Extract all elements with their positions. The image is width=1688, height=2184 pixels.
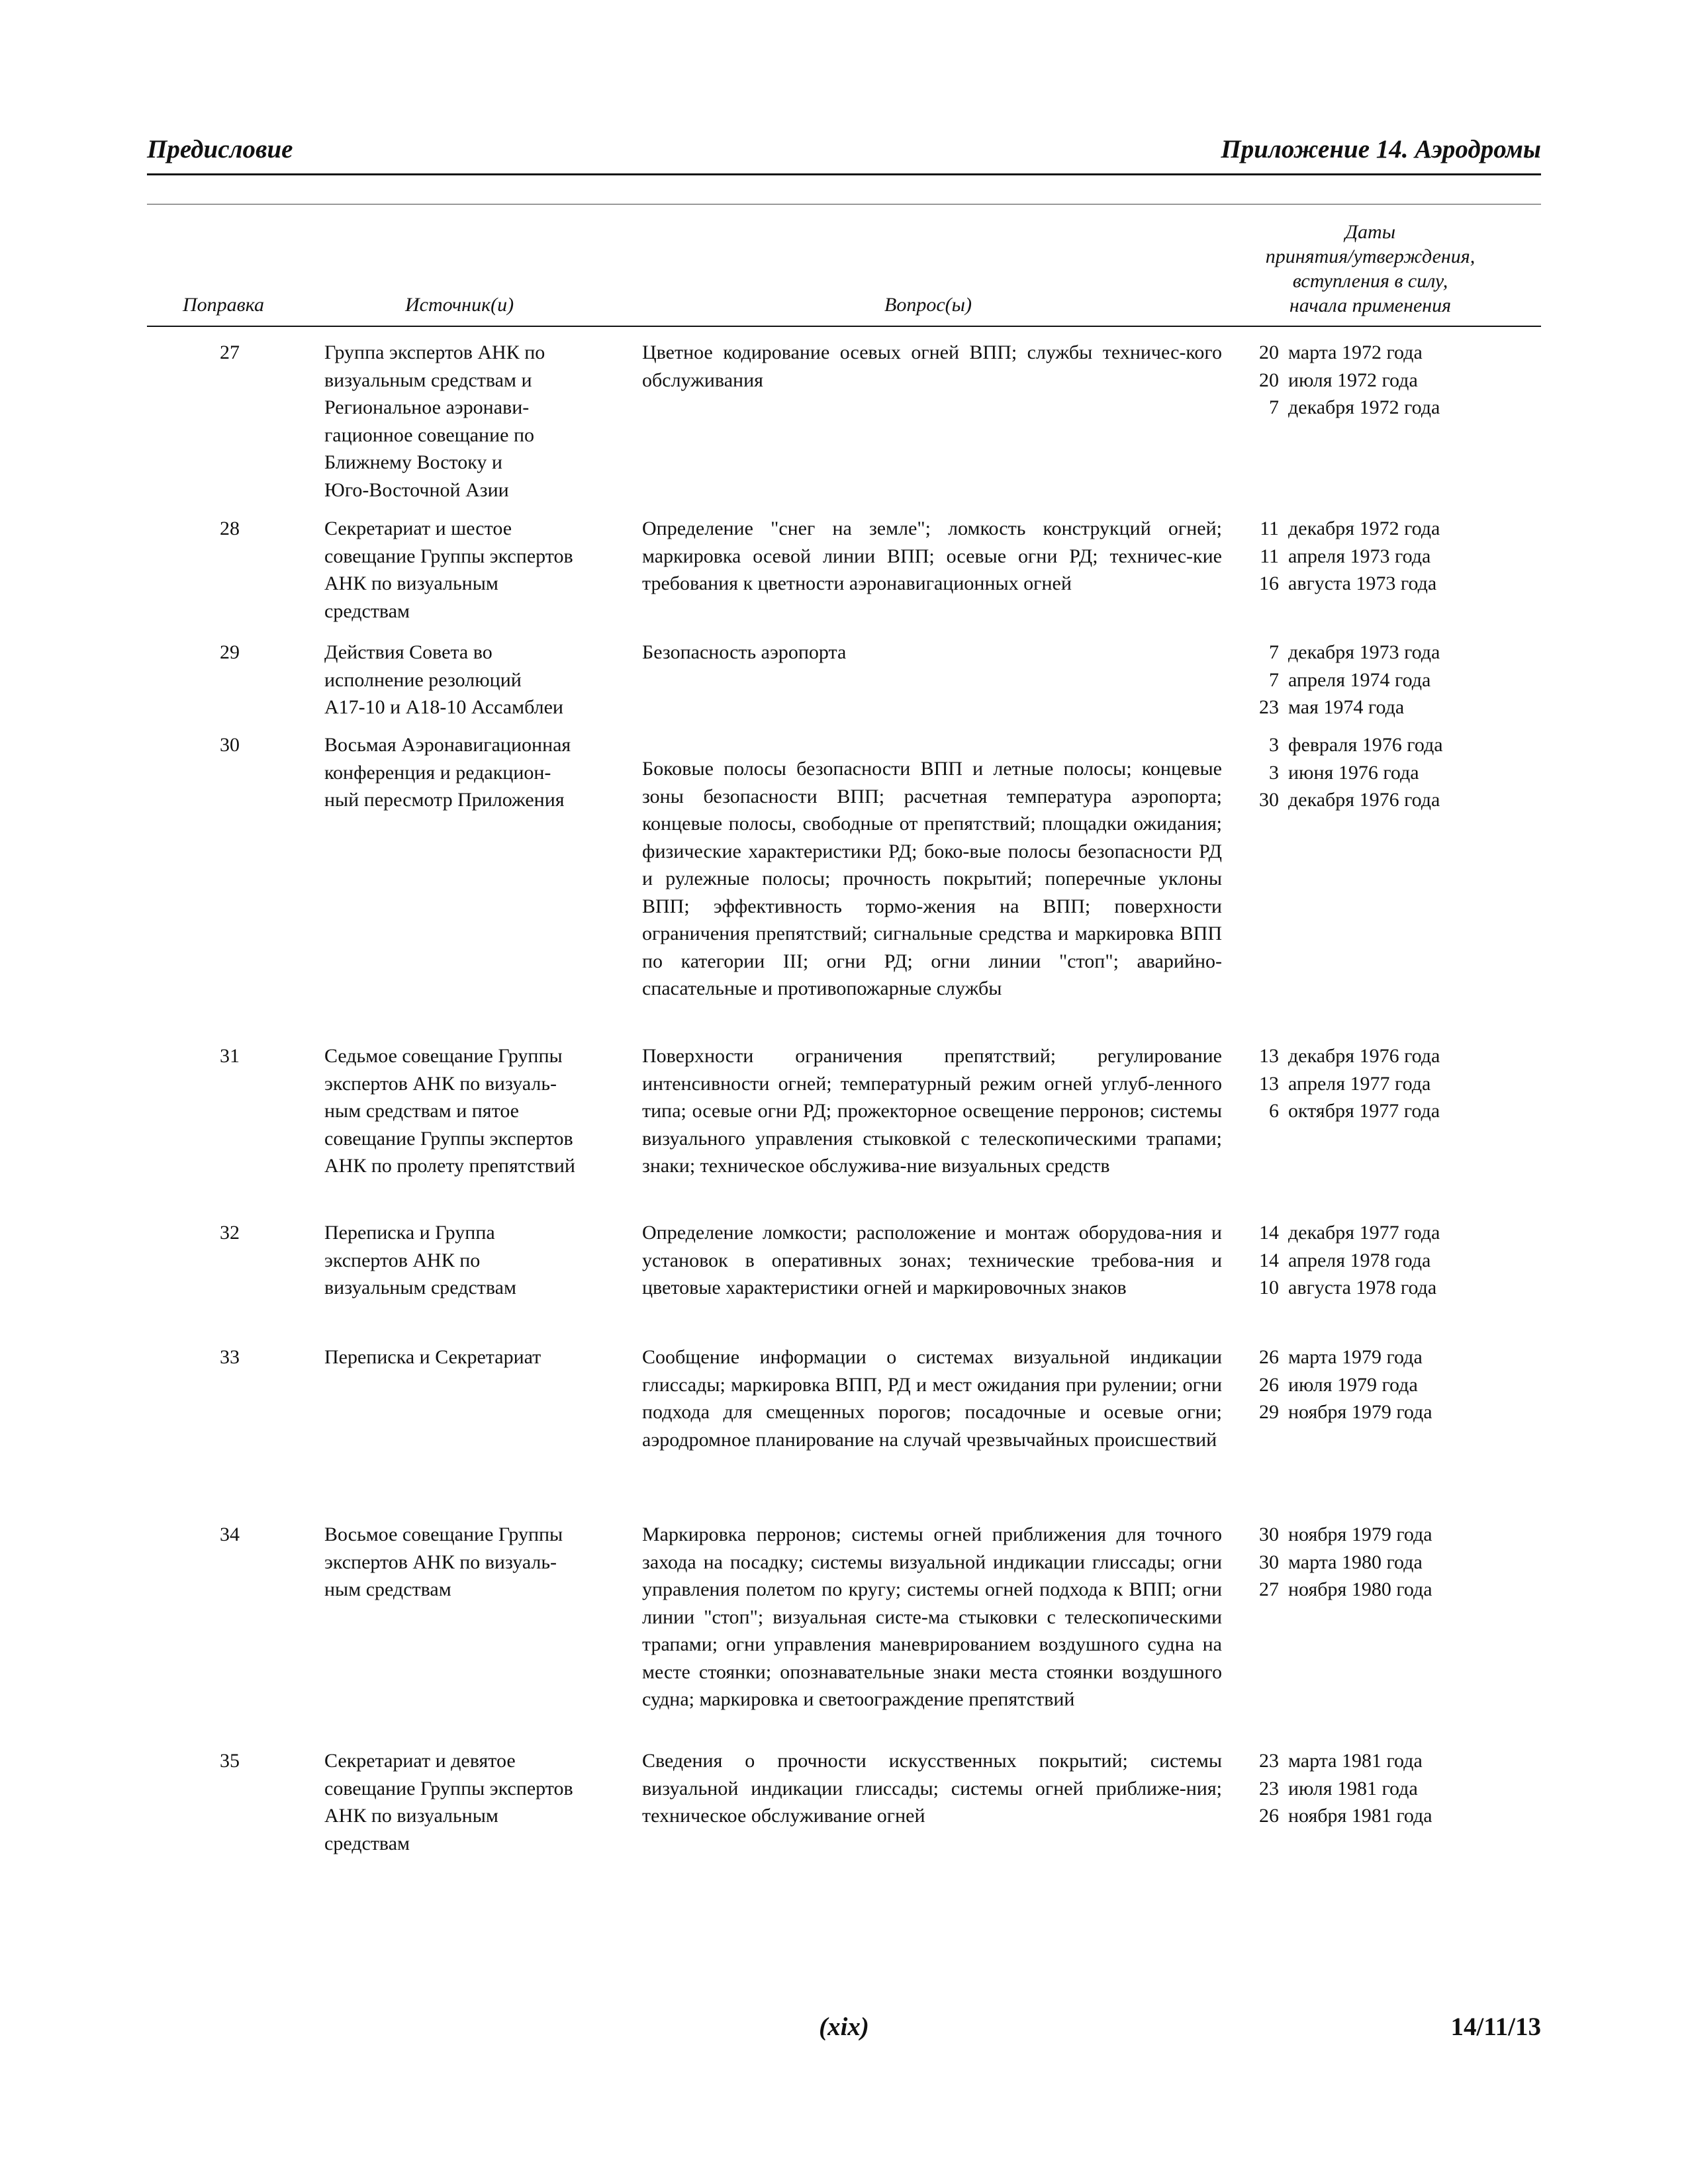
subject-cell: Определение ломкости; расположение и монтаж оборудова-ния и установок в оперативных зонах; технические требова-ния и цветовые характеристики огней и маркировочных знаков bbox=[642, 1222, 1222, 1298]
amendment-number: 34 bbox=[220, 1524, 240, 1545]
dates-cell bbox=[1238, 1521, 1536, 1604]
source-line: Действия Совета во bbox=[324, 641, 492, 663]
date-month-year: февраля 1976 года bbox=[1288, 734, 1443, 756]
source-cell bbox=[324, 1747, 616, 1857]
date-line bbox=[1238, 1274, 1536, 1302]
source-cell bbox=[324, 515, 616, 625]
date-day: 11 bbox=[1260, 518, 1279, 539]
source-cell bbox=[324, 1343, 616, 1371]
subject-cell: Безопасность аэропорта bbox=[642, 641, 847, 663]
source-line: Секретариат и девятое bbox=[324, 1750, 516, 1772]
column-header-dates bbox=[1231, 220, 1509, 318]
date-line bbox=[1238, 1247, 1536, 1275]
date-month-year: марта 1980 года bbox=[1288, 1551, 1423, 1573]
source-cell bbox=[324, 1521, 616, 1604]
source-line: совещание Группы экспертов bbox=[324, 1127, 573, 1150]
dates-header-line: начала применения bbox=[1289, 295, 1452, 316]
subject-cell: Сведения о прочности искусственных покрытий; системы визуальной индикации глиссады; системы огней приближе-ния; техническое обслуживание огней bbox=[642, 1750, 1222, 1827]
header-section-title: Предисловие bbox=[147, 135, 293, 163]
date-month-year: июля 1979 года bbox=[1288, 1373, 1418, 1396]
subject-cell: Маркировка перронов; системы огней приближения для точного захода на посадку; системы визуальной индикации глиссады; огни управления полетом по кругу; системы огней подхода к ВПП; огни линии "стоп"; визуальная систе-ма стыковки с телескопическими трапами; огни управления маневрированием воздушного судна на месте стоянки; опознавательные знаки места стоянки воздушного судна; маркировка и светоограждение препятствий bbox=[642, 1524, 1222, 1710]
subject-cell: Поверхности ограничения препятствий; регулирование интенсивности огней; температурный режим огней углуб-ленного типа; осевые огни РД; прожекторное освещение перронов; системы визуального управления стыковкой с телескопическими трапами; знаки; техническое обслужива-ние визуальных средств bbox=[642, 1045, 1222, 1177]
date-day: 3 bbox=[1269, 734, 1279, 756]
date-day: 7 bbox=[1269, 668, 1279, 691]
subject-cell: Определение "снег на земле"; ломкость конструкций огней; маркировка осевой линии ВПП; осевые огни РД; техничес-кие требования к цветности аэронавигационных огней bbox=[642, 518, 1222, 594]
date-line bbox=[1238, 1343, 1536, 1371]
dates-header-line: вступления в силу, bbox=[1292, 270, 1448, 292]
source-line: конференция и редакцион- bbox=[324, 761, 551, 784]
date-month-year: декабря 1976 года bbox=[1288, 1045, 1440, 1067]
source-line: ный пересмотр Приложения bbox=[324, 789, 565, 811]
page-number: (xix) bbox=[819, 2013, 869, 2041]
date-month-year: апреля 1974 года bbox=[1288, 668, 1431, 691]
page-date: 14/11/13 bbox=[1450, 2013, 1541, 2041]
date-line bbox=[1238, 759, 1536, 787]
amendment-number: 35 bbox=[220, 1750, 240, 1772]
date-month-year: ноября 1979 года bbox=[1288, 1401, 1432, 1423]
source-line: гационное совещание по bbox=[324, 424, 535, 446]
source-line: Ближнему Востоку и bbox=[324, 451, 502, 473]
subject-cell: Боковые полосы безопасности ВПП и летные полосы; концевые зоны безопасности ВПП; расчетная температура аэропорта; концевые полосы, свободные от препятствий; площадки ожидания; физические характеристики РД; боко-вые полосы безопасности РД и рулежные полосы; прочность покрытий; поперечные уклоны ВПП; эффективность тормо-жения на ВПП; поверхности ограничения препятствий; сигнальные средства и маркировка ВПП по категории III; огни РД; огни линии "стоп"; аварийно-спасательные и противопожарные службы bbox=[642, 758, 1222, 999]
amendment-number: 27 bbox=[220, 341, 240, 363]
date-line bbox=[1238, 339, 1536, 367]
date-line bbox=[1238, 367, 1536, 394]
date-month-year: июня 1976 года bbox=[1288, 761, 1419, 784]
source-line: исполнение резолюций bbox=[324, 668, 522, 691]
date-day: 14 bbox=[1259, 1222, 1279, 1244]
source-cell bbox=[324, 1042, 616, 1180]
amendment-number: 30 bbox=[220, 734, 240, 756]
date-line bbox=[1238, 1070, 1536, 1098]
column-header-subject: Вопрос(ы) bbox=[884, 294, 972, 316]
source-line: Региональное аэронави- bbox=[324, 396, 530, 418]
dates-cell bbox=[1238, 1343, 1536, 1426]
dates-cell bbox=[1238, 1042, 1536, 1125]
source-line: средствам bbox=[324, 600, 410, 622]
date-month-year: ноября 1981 года bbox=[1288, 1805, 1432, 1827]
source-line: Переписка и Группа bbox=[324, 1222, 495, 1244]
date-day: 16 bbox=[1259, 572, 1279, 594]
date-month-year: марта 1972 года bbox=[1288, 341, 1423, 363]
header-annex-title: Приложение 14. Аэродромы bbox=[1221, 135, 1541, 163]
source-line: АНК по визуальным bbox=[324, 1805, 498, 1827]
table-header-rule bbox=[147, 326, 1541, 327]
date-month-year: августа 1973 года bbox=[1288, 572, 1437, 594]
source-line: Переписка и Секретариат bbox=[324, 1346, 541, 1368]
date-line bbox=[1238, 1549, 1536, 1576]
source-line: АНК по пролету препятствий bbox=[324, 1155, 575, 1177]
source-line: ным средствам bbox=[324, 1578, 451, 1600]
amendment-number: 33 bbox=[220, 1346, 240, 1368]
date-month-year: октября 1977 года bbox=[1288, 1100, 1440, 1122]
source-line: А17-10 и А18-10 Ассамблеи bbox=[324, 696, 563, 718]
source-line: Юго-Восточной Азии bbox=[324, 478, 509, 501]
source-line: Секретариат и шестое bbox=[324, 518, 512, 539]
amendment-number: 29 bbox=[220, 641, 240, 663]
source-line: Восьмое совещание Группы bbox=[324, 1524, 563, 1545]
date-day: 23 bbox=[1259, 1777, 1279, 1799]
date-month-year: марта 1979 года bbox=[1288, 1346, 1423, 1368]
date-day: 23 bbox=[1259, 1750, 1279, 1772]
date-month-year: декабря 1973 года bbox=[1288, 641, 1440, 663]
table-top-rule bbox=[147, 204, 1541, 205]
date-month-year: декабря 1977 года bbox=[1288, 1222, 1440, 1244]
date-month-year: мая 1974 года bbox=[1288, 696, 1405, 718]
source-line: Группа экспертов АНК по bbox=[324, 341, 545, 363]
date-day: 3 bbox=[1269, 761, 1279, 784]
source-line: экспертов АНК по bbox=[324, 1249, 481, 1271]
source-line: средствам bbox=[324, 1832, 410, 1854]
date-month-year: декабря 1976 года bbox=[1288, 789, 1440, 811]
date-day: 26 bbox=[1259, 1346, 1279, 1368]
date-line bbox=[1238, 1042, 1536, 1070]
date-day: 30 bbox=[1259, 789, 1279, 811]
date-line bbox=[1238, 1398, 1536, 1426]
date-month-year: декабря 1972 года bbox=[1288, 518, 1440, 539]
date-month-year: ноября 1980 года bbox=[1288, 1578, 1432, 1600]
date-day: 7 bbox=[1269, 641, 1279, 663]
date-line bbox=[1238, 639, 1536, 666]
date-line bbox=[1238, 1802, 1536, 1830]
amendment-number: 28 bbox=[220, 518, 240, 539]
date-line bbox=[1238, 543, 1536, 570]
date-day: 27 bbox=[1259, 1578, 1279, 1600]
date-day: 29 bbox=[1259, 1401, 1279, 1423]
source-line: АНК по визуальным bbox=[324, 572, 498, 594]
date-day: 20 bbox=[1259, 341, 1279, 363]
subject-cell: Цветное кодирование осевых огней ВПП; службы техничес-кого обслуживания bbox=[642, 341, 1222, 391]
date-day: 30 bbox=[1259, 1524, 1279, 1545]
date-line bbox=[1238, 1775, 1536, 1803]
date-day: 30 bbox=[1259, 1551, 1279, 1573]
subject-cell: Сообщение информации о системах визуальной индикации глиссады; маркировка ВПП, РД и мест ожидания при рулении; огни подхода для смещенных порогов; посадочные и осевые огни; аэродромное планирование на случай чрезвычайных происшествий bbox=[642, 1346, 1222, 1451]
column-header-amendment: Поправка bbox=[183, 294, 264, 316]
date-line bbox=[1238, 1097, 1536, 1125]
date-month-year: апреля 1978 года bbox=[1288, 1249, 1431, 1271]
date-day: 10 bbox=[1259, 1277, 1279, 1298]
date-line bbox=[1238, 515, 1536, 543]
dates-cell bbox=[1238, 515, 1536, 598]
date-day: 20 bbox=[1259, 369, 1279, 391]
date-line bbox=[1238, 1219, 1536, 1247]
date-line bbox=[1238, 1521, 1536, 1549]
source-line: Восьмая Аэронавигационная bbox=[324, 734, 571, 756]
date-line bbox=[1238, 694, 1536, 721]
date-day: 7 bbox=[1269, 396, 1279, 418]
date-line bbox=[1238, 1576, 1536, 1604]
date-day: 11 bbox=[1260, 545, 1279, 567]
date-day: 23 bbox=[1259, 696, 1279, 718]
date-line bbox=[1238, 731, 1536, 759]
dates-cell bbox=[1238, 1747, 1536, 1830]
source-line: экспертов АНК по визуаль- bbox=[324, 1072, 557, 1095]
date-line bbox=[1238, 1371, 1536, 1399]
source-cell bbox=[324, 1219, 616, 1302]
date-line bbox=[1238, 666, 1536, 694]
header-rule bbox=[147, 173, 1541, 175]
source-line: Седьмое совещание Группы bbox=[324, 1045, 563, 1067]
source-line: визуальным средствам bbox=[324, 1277, 516, 1298]
date-line bbox=[1238, 1747, 1536, 1775]
source-cell bbox=[324, 339, 616, 504]
source-line: визуальным средствам и bbox=[324, 369, 532, 391]
date-day: 13 bbox=[1259, 1045, 1279, 1067]
dates-cell bbox=[1238, 1219, 1536, 1302]
date-day: 26 bbox=[1259, 1373, 1279, 1396]
date-day: 13 bbox=[1259, 1072, 1279, 1095]
date-line bbox=[1238, 786, 1536, 814]
date-day: 14 bbox=[1259, 1249, 1279, 1271]
date-month-year: марта 1981 года bbox=[1288, 1750, 1423, 1772]
date-month-year: ноября 1979 года bbox=[1288, 1524, 1432, 1545]
source-line: совещание Группы экспертов bbox=[324, 1777, 573, 1799]
date-line bbox=[1238, 570, 1536, 598]
dates-header-line: принятия/утверждения, bbox=[1265, 246, 1476, 267]
column-header-source: Источник(и) bbox=[405, 294, 514, 316]
source-line: экспертов АНК по визуаль- bbox=[324, 1551, 557, 1573]
date-day: 26 bbox=[1259, 1805, 1279, 1827]
source-cell bbox=[324, 731, 616, 814]
source-line: совещание Группы экспертов bbox=[324, 545, 573, 567]
date-line bbox=[1238, 394, 1536, 422]
date-month-year: апреля 1977 года bbox=[1288, 1072, 1431, 1095]
source-line: ным средствам и пятое bbox=[324, 1100, 519, 1122]
date-month-year: апреля 1973 года bbox=[1288, 545, 1431, 567]
date-month-year: декабря 1972 года bbox=[1288, 396, 1440, 418]
dates-header-line: Даты bbox=[1344, 221, 1396, 243]
date-day: 6 bbox=[1269, 1100, 1279, 1122]
amendment-number: 32 bbox=[220, 1222, 240, 1244]
dates-cell bbox=[1238, 339, 1536, 422]
amendment-number: 31 bbox=[220, 1045, 240, 1067]
source-cell bbox=[324, 639, 616, 721]
dates-cell bbox=[1238, 639, 1536, 721]
date-month-year: июля 1972 года bbox=[1288, 369, 1418, 391]
date-month-year: августа 1978 года bbox=[1288, 1277, 1437, 1298]
dates-cell bbox=[1238, 731, 1536, 814]
date-month-year: июля 1981 года bbox=[1288, 1777, 1418, 1799]
